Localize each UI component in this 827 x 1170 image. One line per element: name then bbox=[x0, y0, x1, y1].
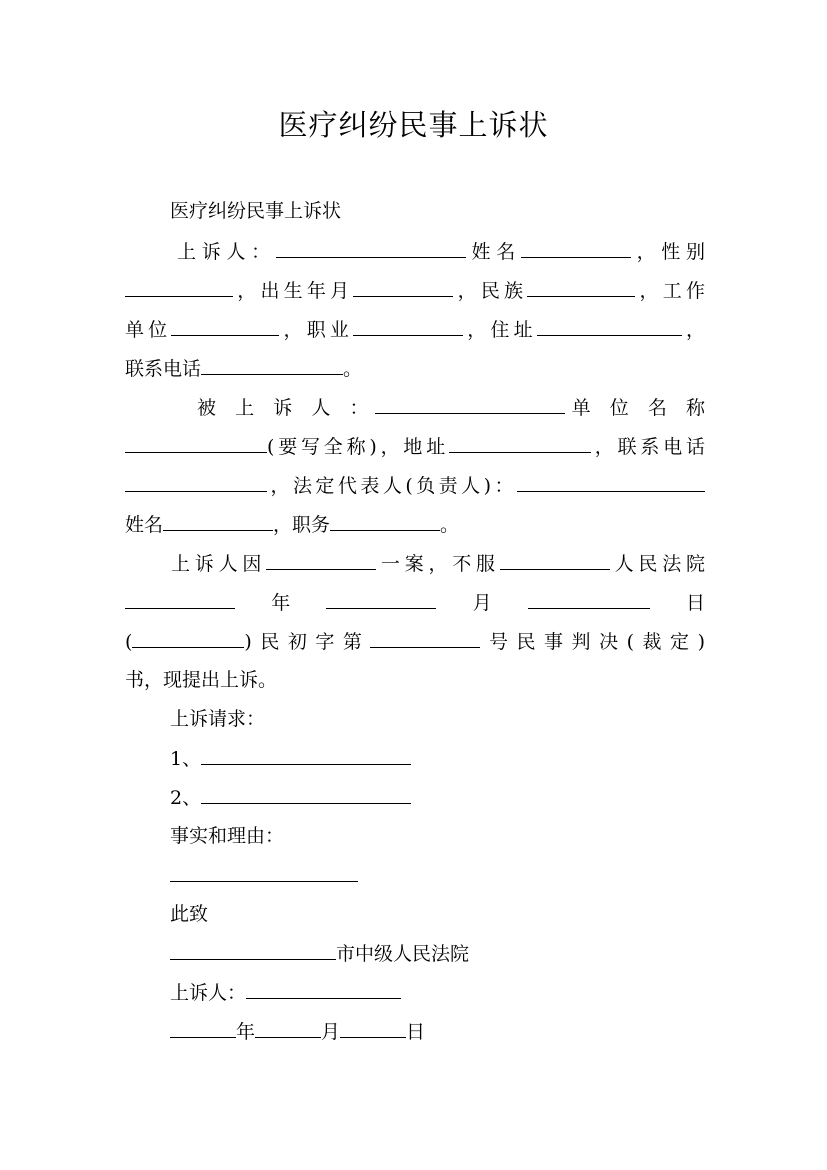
appellant-blank[interactable] bbox=[276, 238, 466, 258]
appellee-period: 。 bbox=[440, 514, 460, 536]
phone-blank[interactable] bbox=[201, 355, 343, 375]
closing-day-label: 日 bbox=[406, 1021, 426, 1043]
ethnicity-blank[interactable] bbox=[527, 277, 635, 297]
appellant-line-2 bbox=[125, 277, 705, 304]
year-label: 年 bbox=[235, 592, 327, 614]
closing-year-label: 年 bbox=[236, 1021, 256, 1043]
closing-appellant-blank[interactable] bbox=[246, 979, 401, 999]
appellee-phone-blank[interactable] bbox=[125, 472, 267, 492]
request-item-2-blank[interactable] bbox=[201, 784, 411, 804]
unit-label: 单位 bbox=[125, 319, 172, 341]
request-item-1-blank[interactable] bbox=[201, 745, 411, 765]
min-chu-label: )民初字第 bbox=[244, 631, 371, 653]
case-line-3 bbox=[125, 628, 705, 655]
day-label: 日 bbox=[649, 592, 705, 614]
appellant-label: 上诉人： bbox=[177, 241, 276, 263]
address-comma: ， bbox=[681, 319, 705, 341]
case-because: 上诉人因 bbox=[171, 553, 267, 575]
month-label: 月 bbox=[436, 592, 528, 614]
judgment-label: 号民事判决(裁定) bbox=[480, 631, 705, 653]
closing-to bbox=[170, 901, 750, 927]
facts-blank[interactable] bbox=[170, 862, 358, 882]
appellant-gender-label: ，性别 bbox=[630, 241, 705, 263]
closing-date bbox=[170, 1018, 750, 1045]
requests-heading-text: 上诉请求： bbox=[170, 708, 266, 730]
ethnicity-label: ，民族 bbox=[453, 280, 528, 302]
facts-heading-text: 事实和理由： bbox=[170, 825, 285, 847]
closing-year-blank[interactable] bbox=[170, 1018, 236, 1038]
job-label: ，职业 bbox=[279, 319, 354, 341]
legal-rep-blank[interactable] bbox=[517, 472, 705, 492]
facts-line bbox=[170, 862, 750, 889]
case-line-2 bbox=[125, 589, 705, 616]
unit-name-blank[interactable] bbox=[125, 433, 267, 453]
position-label: ，职务 bbox=[273, 514, 331, 536]
position-blank[interactable] bbox=[330, 511, 440, 531]
open-paren: ( bbox=[125, 631, 133, 653]
birth-label: ，出生年月 bbox=[233, 280, 354, 302]
appellant-line-4 bbox=[125, 355, 705, 382]
page-title: 医疗纠纷民事上诉状 bbox=[278, 108, 549, 142]
closing-day-blank[interactable] bbox=[340, 1018, 406, 1038]
appellant-line-3 bbox=[125, 316, 705, 343]
appellant-line-1 bbox=[125, 238, 705, 265]
request-item-2 bbox=[170, 784, 750, 811]
court-blank[interactable] bbox=[500, 550, 610, 570]
case-year-blank[interactable] bbox=[132, 628, 244, 648]
appellant-name-label: 姓名 bbox=[465, 241, 521, 263]
appellee-name-blank[interactable] bbox=[163, 511, 273, 531]
closing-appellant-label: 上诉人： bbox=[170, 982, 247, 1004]
address-blank[interactable] bbox=[537, 316, 682, 336]
case-dissatisfied: 一案，不服 bbox=[376, 553, 500, 575]
appellee-name-label: 姓名 bbox=[125, 514, 164, 536]
facts-heading bbox=[170, 823, 750, 849]
address-label: ，住址 bbox=[463, 319, 537, 341]
unit-blank[interactable] bbox=[171, 316, 279, 336]
city-blank[interactable] bbox=[170, 940, 336, 960]
closing-appellant bbox=[170, 979, 750, 1006]
closing-court bbox=[170, 940, 750, 967]
phone-label: 联系电话 bbox=[125, 358, 202, 380]
closing-month-label: 月 bbox=[321, 1021, 341, 1043]
case-line-1 bbox=[125, 550, 705, 577]
request-item-1-label: 1、 bbox=[170, 748, 202, 770]
job-blank[interactable] bbox=[353, 316, 463, 336]
appellee-label: 被 上 诉 人 ： bbox=[197, 397, 376, 419]
document-subtitle bbox=[170, 198, 750, 224]
year-blank[interactable] bbox=[125, 589, 235, 609]
work-label: ，工作 bbox=[635, 280, 705, 302]
month-blank[interactable] bbox=[326, 589, 436, 609]
case-blank[interactable] bbox=[266, 550, 376, 570]
requests-heading bbox=[170, 706, 750, 732]
appellee-unit-label: 单 位 名 称 bbox=[565, 397, 705, 419]
appellee-line-1 bbox=[125, 394, 705, 421]
closing-month-blank[interactable] bbox=[255, 1018, 321, 1038]
appellee-blank[interactable] bbox=[375, 394, 565, 414]
gender-blank[interactable] bbox=[125, 277, 233, 297]
request-item-1 bbox=[170, 745, 750, 772]
case-line-4 bbox=[125, 667, 705, 693]
day-blank[interactable] bbox=[528, 589, 650, 609]
appellee-line-3 bbox=[125, 472, 705, 499]
appellee-phone-label: ，联系电话 bbox=[591, 436, 705, 458]
appellee-line-2 bbox=[125, 433, 705, 460]
birth-blank[interactable] bbox=[353, 277, 453, 297]
subtitle-text: 医疗纠纷民事上诉状 bbox=[170, 200, 342, 222]
case-end: 书，现提出上诉。 bbox=[125, 669, 278, 691]
appellee-line-4 bbox=[125, 511, 705, 538]
appellant-name-blank[interactable] bbox=[521, 238, 631, 258]
appellee-address-blank[interactable] bbox=[449, 433, 591, 453]
closing-court-label: 市中级人民法院 bbox=[336, 943, 470, 965]
court-label: 人民法院 bbox=[609, 553, 705, 575]
legal-rep-label: ，法定代表人(负责人)： bbox=[267, 475, 517, 497]
request-item-2-label: 2、 bbox=[170, 787, 202, 809]
appellant-period: 。 bbox=[343, 358, 363, 380]
case-number-blank[interactable] bbox=[370, 628, 480, 648]
closing-to-text: 此致 bbox=[170, 903, 209, 925]
full-name-label: (要写全称)，地址 bbox=[267, 436, 449, 458]
